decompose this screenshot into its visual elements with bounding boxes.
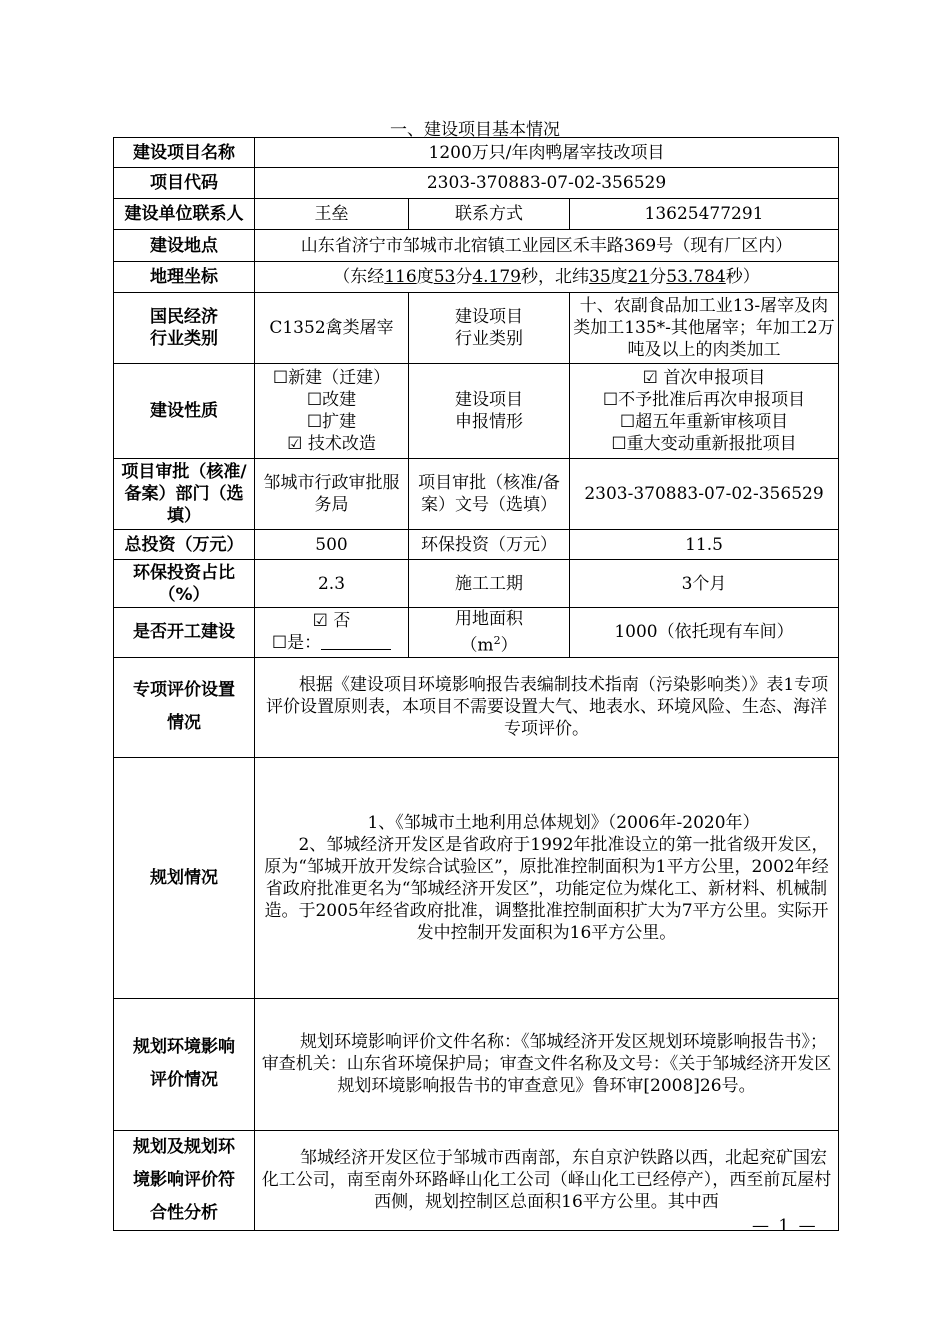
value-contact-name: 王垒 bbox=[255, 199, 409, 230]
value-env-ratio: 2.3 bbox=[255, 560, 409, 608]
checkbox-icon: ☐ bbox=[272, 368, 289, 388]
checkbox-icon: ☐ bbox=[611, 434, 627, 454]
value-contact-phone: 13625477291 bbox=[570, 199, 839, 230]
declaration-option[interactable]: ☐不予批准后再次申报项目 bbox=[602, 390, 806, 410]
section-title: 一、建设项目基本情况 bbox=[390, 120, 560, 140]
blank-line bbox=[321, 634, 391, 650]
value-plan-env: 规划环境影响评价文件名称：《邹城经济开发区规划环境影响报告书》；审查机关：山东省环境保护局；审查文件名称及文号：《关于邹城经济开发区规划环境影响报告书的审查意见》鲁环审[2008]26号。 bbox=[255, 998, 839, 1130]
label-env-ratio: 环保投资占比（%） bbox=[114, 560, 255, 608]
project-info-table bbox=[113, 137, 839, 1231]
label-industry: 国民经济 行业类别 bbox=[114, 293, 255, 364]
nature-option[interactable]: ☐新建（迁建） bbox=[272, 368, 391, 388]
label-planning: 规划情况 bbox=[114, 757, 255, 998]
value-project-category: 十、农副食品加工业13-屠宰及肉类加工135*-其他屠宰；年加工2万吨及以上的肉类加工 bbox=[570, 293, 839, 364]
row-compliance bbox=[114, 1130, 839, 1230]
label-total-investment: 总投资（万元） bbox=[114, 530, 255, 560]
checkbox-icon: ☐ bbox=[306, 390, 323, 410]
label-project-code: 项目代码 bbox=[114, 168, 255, 199]
value-approval-dept: 邹城市行政审批服务局 bbox=[255, 459, 409, 530]
started-option-no[interactable]: ☑ 否 bbox=[312, 611, 351, 632]
declaration-option[interactable]: ☐重大变动重新报批项目 bbox=[611, 434, 797, 454]
row-contact bbox=[114, 199, 839, 230]
checkbox-icon: ☐ bbox=[619, 412, 636, 432]
row-approval bbox=[114, 459, 839, 530]
nature-option[interactable]: ☑ 技术改造 bbox=[287, 434, 376, 454]
row-investment bbox=[114, 530, 839, 560]
value-env-investment: 11.5 bbox=[570, 530, 839, 560]
value-planning: 1、《邹城市土地利用总体规划》（2006年-2020年） 2、邹城经济开发区是省政府于1992年批准设立的第一批省级开发区，原为“邹城开放开发综合试验区”，原批准控制面积为1平方公里，2002年经省政府批准更名为“邹城经济开发区”，功能定位为煤化工、新材料、机械制造。于2005年经省政府批准，调整批准控制面积扩大为7平方公里。实际开发中控制开发面积为16平方公里。 bbox=[255, 757, 839, 998]
label-project-name: 建设项目名称 bbox=[114, 138, 255, 168]
value-coordinates: （东经116度53分4.179秒，北纬35度21分53.784秒） bbox=[255, 262, 839, 293]
checkbox-icon: ☐ bbox=[602, 390, 619, 410]
label-special-evaluation: 专项评价设置 情况 bbox=[114, 657, 255, 757]
row-special-evaluation bbox=[114, 657, 839, 757]
value-compliance: 邹城经济开发区位于邹城市西南部，东自京沪铁路以西，北起兖矿国宏化工公司，南至南外环路峄山化工公司（峄山化工已经停产），西至前瓦屋村西侧，规划控制区总面积16平方公里。其中西 bbox=[255, 1130, 839, 1230]
nature-options bbox=[255, 364, 409, 459]
label-declaration: 建设项目 申报情形 bbox=[409, 364, 570, 459]
label-plan-env: 规划环境影响 评价情况 bbox=[114, 998, 255, 1130]
label-project-category: 建设项目 行业类别 bbox=[409, 293, 570, 364]
checkbox-checked-icon: ☑ bbox=[287, 434, 303, 454]
label-approval-dept: 项目审批（核准/备案）部门（选填） bbox=[114, 459, 255, 530]
value-project-name: 1200万只/年肉鸭屠宰技改项目 bbox=[255, 138, 839, 168]
started-option-yes[interactable]: ☐是： bbox=[258, 632, 405, 654]
declaration-options bbox=[570, 364, 839, 459]
value-approval-doc: 2303-370883-07-02-356529 bbox=[570, 459, 839, 530]
value-industry: C1352禽类屠宰 bbox=[255, 293, 409, 364]
page-number: — 1 — bbox=[752, 1216, 818, 1236]
label-construction-period: 施工工期 bbox=[409, 560, 570, 608]
label-started: 是否开工建设 bbox=[114, 608, 255, 658]
row-plan-env bbox=[114, 998, 839, 1130]
row-project-code bbox=[114, 168, 839, 199]
nature-option[interactable]: ☐扩建 bbox=[306, 412, 357, 432]
row-started bbox=[114, 608, 839, 658]
value-project-code: 2303-370883-07-02-356529 bbox=[255, 168, 839, 199]
label-coordinates: 地理坐标 bbox=[114, 262, 255, 293]
label-env-investment: 环保投资（万元） bbox=[409, 530, 570, 560]
row-industry bbox=[114, 293, 839, 364]
row-ratio bbox=[114, 560, 839, 608]
checkbox-checked-icon: ☑ bbox=[642, 368, 658, 388]
started-options bbox=[255, 608, 409, 658]
checkbox-icon: ☐ bbox=[306, 412, 323, 432]
declaration-option[interactable]: ☐超五年重新审核项目 bbox=[619, 412, 789, 432]
label-contact-method: 联系方式 bbox=[409, 199, 570, 230]
row-planning bbox=[114, 757, 839, 998]
value-land-area: 1000（依托现有车间） bbox=[570, 608, 839, 658]
label-contact: 建设单位联系人 bbox=[114, 199, 255, 230]
row-project-name bbox=[114, 138, 839, 168]
value-total-investment: 500 bbox=[255, 530, 409, 560]
label-location: 建设地点 bbox=[114, 230, 255, 262]
nature-option[interactable]: ☐改建 bbox=[306, 390, 357, 410]
row-nature bbox=[114, 364, 839, 459]
value-special-evaluation: 根据《建设项目环境影响报告表编制技术指南（污染影响类）》表1专项评价设置原则表，本项目不需要设置大气、地表水、环境风险、生态、海洋专项评价。 bbox=[255, 657, 839, 757]
value-construction-period: 3个月 bbox=[570, 560, 839, 608]
row-location bbox=[114, 230, 839, 262]
label-land-area: 用地面积 $(m^2)$ bbox=[409, 608, 570, 658]
label-nature: 建设性质 bbox=[114, 364, 255, 459]
label-compliance: 规划及规划环 境影响评价符 合性分析 bbox=[114, 1130, 255, 1230]
value-location: 山东省济宁市邹城市北宿镇工业园区禾丰路369号（现有厂区内） bbox=[255, 230, 839, 262]
declaration-option[interactable]: ☑ 首次申报项目 bbox=[642, 368, 766, 388]
label-approval-doc: 项目审批（核准/备案）文号（选填） bbox=[409, 459, 570, 530]
row-coordinates bbox=[114, 262, 839, 293]
